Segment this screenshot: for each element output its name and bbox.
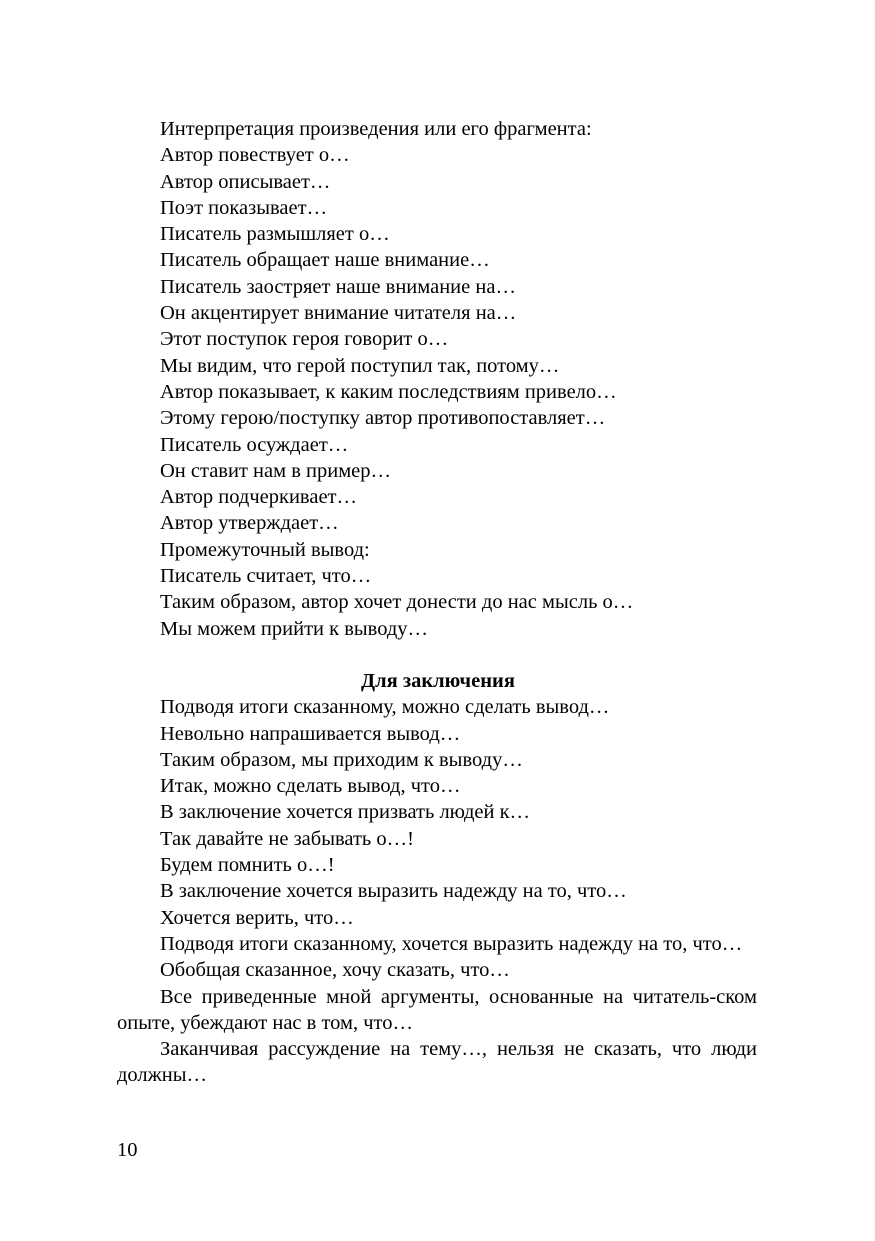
section-heading: Для заключения bbox=[361, 669, 515, 692]
intro-line: Автор показывает, к каким последствиям привело… bbox=[160, 380, 617, 403]
intro-line: Мы видим, что герой поступил так, потому… bbox=[160, 354, 560, 377]
intro-line: Мы можем прийти к выводу… bbox=[160, 617, 429, 640]
intro-section bbox=[117, 116, 757, 642]
intro-line: Этот поступок героя говорит о… bbox=[160, 328, 449, 351]
conclusion-paragraph: Заканчивая рассуждение на тему…, нельзя не сказать, что люди должны… bbox=[117, 1038, 757, 1087]
conclusion-line: Подводя итоги сказанному, можно сделать вывод… bbox=[160, 696, 610, 719]
conclusion-line: Невольно напрашивается вывод… bbox=[160, 722, 461, 745]
conclusion-line: В заключение хочется призвать людей к… bbox=[160, 801, 531, 824]
conclusion-line: Итак, можно сделать вывод, что… bbox=[160, 775, 461, 798]
conclusion-paragraph: Обобщая сказанное, хочу сказать, что… bbox=[160, 959, 510, 982]
conclusion-line: Хочется верить, что… bbox=[160, 906, 354, 929]
intro-line: Автор подчеркивает… bbox=[160, 486, 358, 509]
intro-line: Автор утверждает… bbox=[160, 512, 339, 535]
conclusion-line: Будем помнить о…! bbox=[160, 854, 335, 877]
intro-line: Автор повествует о… bbox=[160, 144, 350, 167]
page-content bbox=[117, 116, 757, 1089]
intro-line: Он ставит нам в пример… bbox=[160, 459, 392, 482]
intro-line: Таким образом, автор хочет донести до нас мысль о… bbox=[160, 591, 634, 614]
conclusion-line: Так давайте не забывать о…! bbox=[160, 827, 414, 850]
intro-line: Промежуточный вывод: bbox=[160, 538, 370, 561]
intro-line: Писатель обращает наше внимание… bbox=[160, 249, 490, 272]
page-number: 10 bbox=[117, 1139, 138, 1161]
intro-line: Этому герою/поступку автор противопоставляет… bbox=[160, 407, 606, 430]
intro-line: Поэт показывает… bbox=[160, 196, 328, 219]
intro-line: Интерпретация произведения или его фрагмента: bbox=[160, 118, 592, 140]
intro-line: Он акцентирует внимание читателя на… bbox=[160, 302, 517, 325]
intro-line: Писатель считает, что… bbox=[160, 565, 372, 588]
intro-line: Автор описывает… bbox=[160, 170, 331, 193]
conclusion-line: В заключение хочется выразить надежду на то, что… bbox=[160, 880, 627, 903]
intro-line: Писатель заостряет наше внимание на… bbox=[160, 275, 516, 298]
conclusion-paragraph: Все приведенные мной аргументы, основанные на читатель-ском опыте, убеждают нас в том, что… bbox=[117, 985, 757, 1034]
intro-line: Писатель размышляет о… bbox=[160, 223, 390, 246]
conclusion-paragraph: Подводя итоги сказанному, хочется выразить надежду на то, что… bbox=[160, 932, 743, 955]
conclusion-section bbox=[117, 694, 757, 1088]
intro-line: Писатель осуждает… bbox=[160, 433, 349, 456]
conclusion-line: Таким образом, мы приходим к выводу… bbox=[160, 748, 523, 771]
